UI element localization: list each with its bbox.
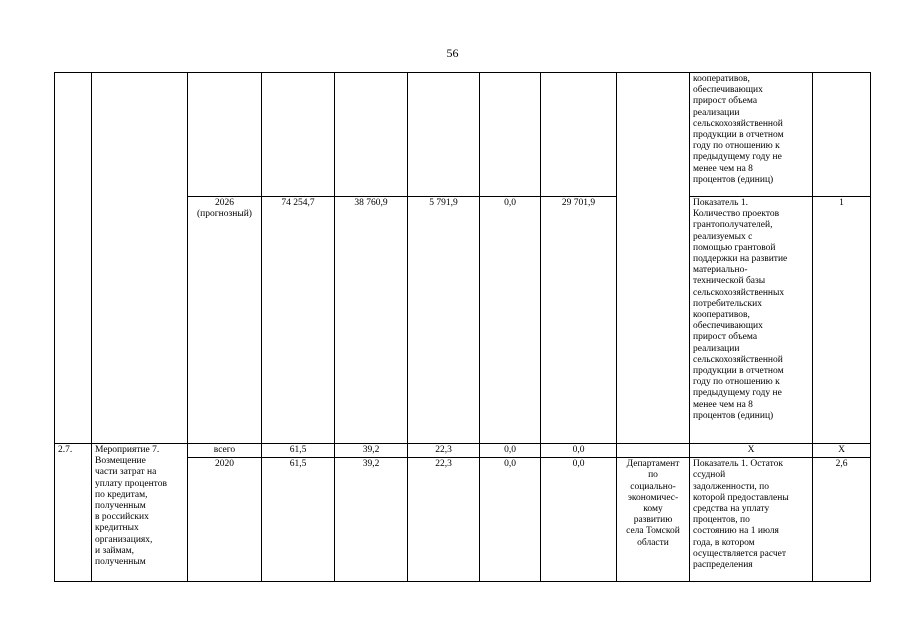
cell-indicator: Показатель 1. Остаток ссудной задолженности, по которой предоставлены средства на уплату процентов, по состоянию на 1 июля года, в котором осуществляется расчет распределения (690, 458, 813, 582)
cell-other: 0,0 (541, 444, 617, 458)
cell-year: всего (188, 444, 262, 458)
cell-total: 74 254,7 (262, 197, 335, 444)
cell-federal: 39,2 (335, 458, 408, 582)
cell-local: 0,0 (480, 444, 541, 458)
cell-year: 2020 (188, 458, 262, 582)
cell-total (262, 73, 335, 197)
cell-total: 61,5 (262, 458, 335, 582)
cell-local: 0,0 (480, 197, 541, 444)
cell-executor: Департамент по социально- экономичес- кому развитию села Томской области (617, 458, 690, 582)
cell-executor (617, 444, 690, 458)
cell-other: 0,0 (541, 458, 617, 582)
cell-other: 29 701,9 (541, 197, 617, 444)
cell-indicator: кооперативов, обеспечивающих прирост объема реализации сельскохозяйственной продукции в отчетном году по отношению к предыдущему году не менее чем на 8 процентов (единиц) (690, 73, 813, 197)
cell-year (188, 73, 262, 197)
cell-value: 1 (813, 197, 871, 444)
cell-name (92, 73, 188, 444)
cell-year: 2026 (прогнозный) (188, 197, 262, 444)
cell-indicator: Показатель 1. Количество проектов грантополучателей, реализуемых с помощью грантовой поддержки на развитие материально- технической базы сельскохозяйственных потребительских кооперативов, обеспечивающих прирост объема реализации сельскохозяйственной продукции в отчетном году по отношению к предыдущему году не менее чем на 8 процентов (единиц) (690, 197, 813, 444)
cell-total: 61,5 (262, 444, 335, 458)
cell-local (480, 73, 541, 197)
cell-other (541, 73, 617, 197)
cell-regional: 22,3 (408, 444, 480, 458)
measures-table (54, 72, 871, 582)
cell-regional: 22,3 (408, 458, 480, 582)
cell-local: 0,0 (480, 458, 541, 582)
cell-regional: 5 791,9 (408, 197, 480, 444)
cell-name: Мероприятие 7. Возмещение части затрат на уплату процентов по кредитам, полученным в российских кредитных организациях, и займам, полученным (92, 444, 188, 582)
cell-federal: 39,2 (335, 444, 408, 458)
page-number: 56 (446, 46, 459, 60)
cell-number: 2.7. (55, 444, 92, 582)
cell-executor (617, 73, 690, 444)
cell-value: Х (813, 444, 871, 458)
cell-federal (335, 73, 408, 197)
cell-regional (408, 73, 480, 197)
cell-number (55, 73, 92, 444)
table-row (55, 444, 871, 458)
cell-federal: 38 760,9 (335, 197, 408, 444)
cell-value (813, 73, 871, 197)
table-row (55, 73, 871, 197)
cell-value: 2,6 (813, 458, 871, 582)
cell-indicator: Х (690, 444, 813, 458)
